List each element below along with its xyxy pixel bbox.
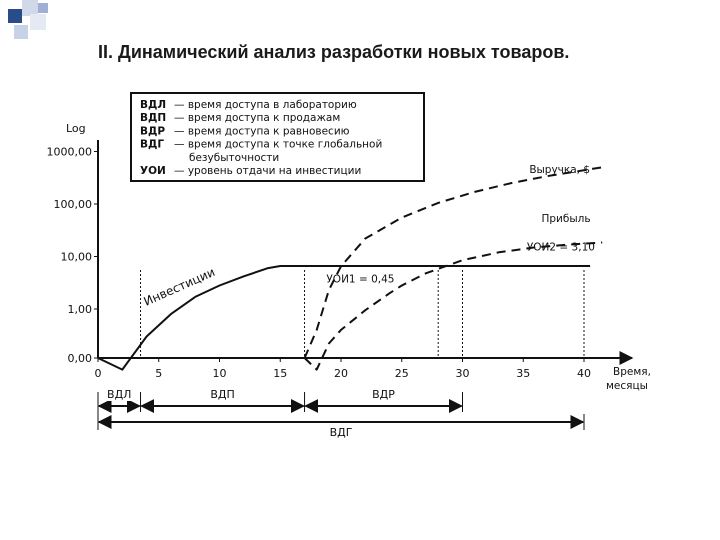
legend-abbr-0: ВДЛ xyxy=(140,99,167,111)
x-tick-label-2: 10 xyxy=(212,367,227,380)
legend-abbr-1: ВДП xyxy=(140,112,167,125)
phase-label-1: ВДП xyxy=(210,388,235,401)
annotation-2: УОИ2 = 3,10 xyxy=(526,241,595,254)
annotation-3: УОИ1 = 0,45 xyxy=(326,273,395,286)
phase-label-2: ВДР xyxy=(372,388,395,401)
slide-title: II. Динамический анализ разработки новых товаров. xyxy=(98,42,570,62)
legend-abbr-5: УОИ xyxy=(140,165,166,177)
legend-abbr-2: ВДР xyxy=(140,125,166,138)
x-tick-label-8: 40 xyxy=(577,367,591,380)
y-axis-label: Log xyxy=(66,122,86,135)
series xyxy=(98,167,602,369)
legend-text-2: — время доступа к равновесию xyxy=(174,125,350,138)
legend-text-1: — время доступа к продажам xyxy=(174,112,341,125)
x-axis-label-line2: месяцы xyxy=(606,380,648,392)
legend-text-4: безубыточности xyxy=(189,151,280,164)
x-tick-label-5: 25 xyxy=(394,367,409,380)
legend xyxy=(131,93,424,181)
y-tick-label-0: 0,00 xyxy=(67,352,92,365)
annotation-1: Прибыль xyxy=(541,213,591,226)
y-tick-label-4: 1000,00 xyxy=(46,145,92,159)
y-tick-label-3: 100,00 xyxy=(53,198,92,211)
x-tick-label-0: 0 xyxy=(94,367,102,380)
x-tick-label-3: 15 xyxy=(273,367,288,380)
x-tick-label-6: 30 xyxy=(455,367,470,380)
legend-text-5: — уровень отдачи на инвестиции xyxy=(174,165,362,177)
phase-label-0: ВДЛ xyxy=(107,388,132,401)
y-tick-label-2: 10,00 xyxy=(60,250,92,264)
legend-text-3: — время доступа к точке глобальной xyxy=(174,138,383,151)
phase-arrows xyxy=(98,387,584,439)
x-axis-label-line1: Время, xyxy=(613,366,651,378)
legend-text-0: — время доступа в лабораторию xyxy=(174,99,357,111)
investments-label: Инвестиции xyxy=(141,264,218,309)
x-tick-label-1: 5 xyxy=(155,367,163,380)
phase-label-3: ВДГ xyxy=(329,426,353,439)
x-tick-label-4: 20 xyxy=(334,367,348,380)
series-line-2 xyxy=(305,243,603,370)
annotation-0: Выручка, $ xyxy=(529,163,591,176)
x-tick-label-7: 35 xyxy=(516,367,531,380)
legend-abbr-3: ВДГ xyxy=(140,138,165,151)
y-tick-label-1: 1,00 xyxy=(67,303,92,316)
